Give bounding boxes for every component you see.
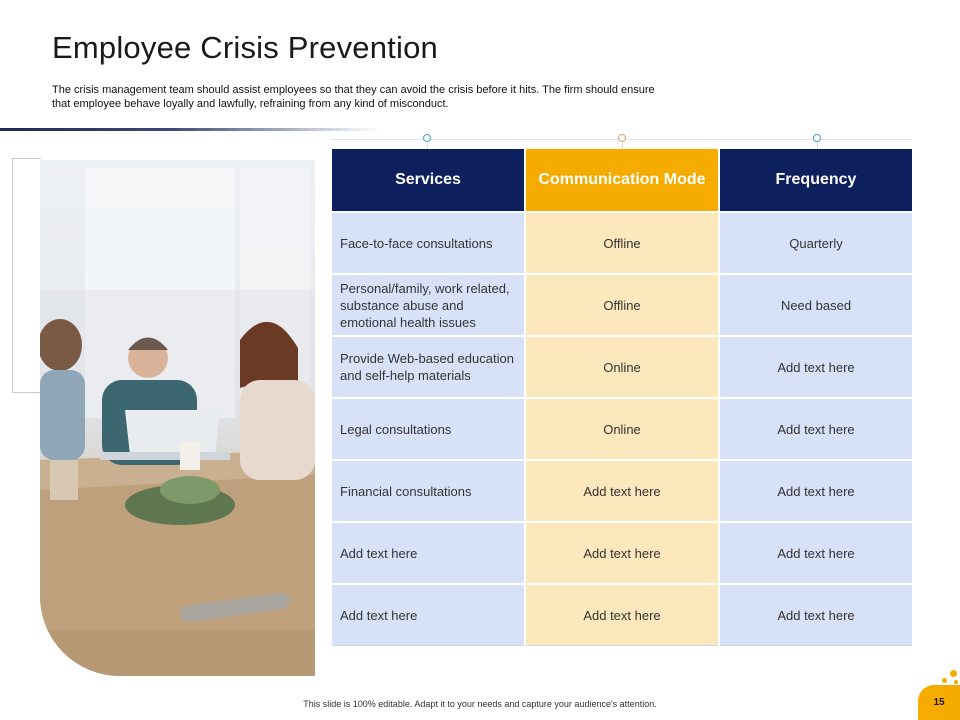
decor-dot-icon [950,670,957,677]
title-divider [0,128,380,131]
cell-frequency: Add text here [719,522,912,584]
cell-service: Provide Web-based education and self-help materials [332,336,525,398]
table-row [332,212,912,274]
cell-frequency: Need based [719,274,912,336]
cell-service: Add text here [332,584,525,646]
services-table [332,149,912,646]
cell-service: Financial consultations [332,460,525,522]
photo-frame-outline [12,158,41,393]
cell-service: Face-to-face consultations [332,212,525,274]
decor-dot-icon [954,680,958,684]
header-frequency: Frequency [719,149,912,212]
cell-frequency: Quarterly [719,212,912,274]
table-row [332,398,912,460]
cell-mode: Add text here [525,460,719,522]
table-header-row [332,149,912,212]
cell-mode: Online [525,398,719,460]
header-services: Services [332,149,525,212]
header-communication-mode: Communication Mode [525,149,719,212]
cell-frequency: Add text here [719,398,912,460]
table-row [332,336,912,398]
cell-mode: Offline [525,274,719,336]
cell-mode: Offline [525,212,719,274]
cell-mode: Add text here [525,522,719,584]
table-row [332,584,912,646]
slide-subtitle: The crisis management team should assist employees so that they can avoid the crisis before it hits. The firm should ensure that employee behave loyally and lawfully, refraining from any kind of misconduct. [52,84,655,110]
office-meeting-photo [40,160,315,676]
table-row [332,522,912,584]
cell-frequency: Add text here [719,584,912,646]
page-number: 15 [918,685,960,720]
cell-mode: Add text here [525,584,719,646]
cell-mode: Online [525,336,719,398]
cell-frequency: Add text here [719,336,912,398]
footer-note: This slide is 100% editable. Adapt it to your needs and capture your audience's attention. [303,699,657,709]
slide-title: Employee Crisis Prevention [52,30,438,65]
cell-service: Legal consultations [332,398,525,460]
cell-service: Personal/family, work related, substance abuse and emotional health issues [332,274,525,336]
table-row [332,460,912,522]
decor-dot-icon [942,678,947,683]
cell-service: Add text here [332,522,525,584]
cell-frequency: Add text here [719,460,912,522]
table-row [332,274,912,336]
